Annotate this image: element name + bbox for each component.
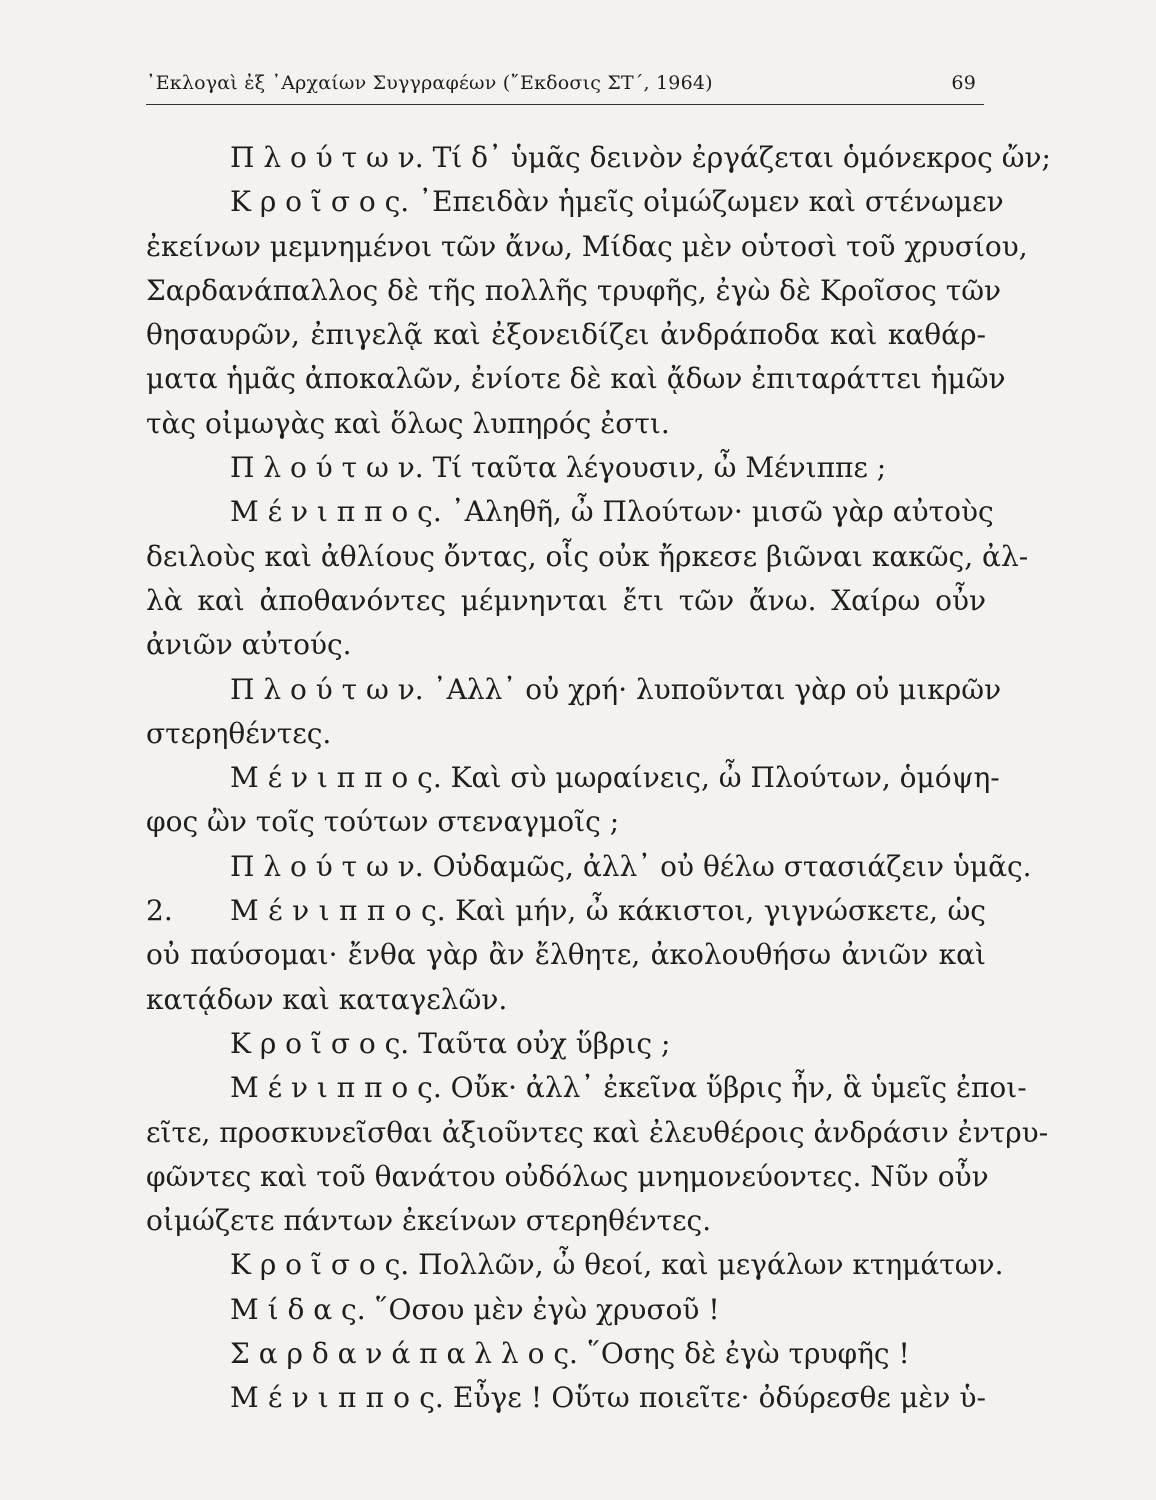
text-line: Σαρδανάπαλλος δὲ τῆς πολλῆς τρυφῆς, ἐγὼ δὲ Κροῖσος τῶν [146,273,1002,307]
running-header [146,70,986,104]
speaker-name: Π λ ο ύ τ ω ν. [230,451,424,485]
speaker-name: Π λ ο ύ τ ω ν. [230,849,424,883]
text-line: οἰμώζετε πάντων ἐκείνων στερηθέντες. [146,1204,712,1238]
speaker-name: Μ ί δ α ς. [230,1292,366,1326]
speaker-name: Μ έ ν ι π π ο ς. [230,1381,444,1415]
text-line: Σ α ρ δ α ν ά π α λ λ ο ς. ῞Οσης δὲ ἐγὼ τρυφῆς ! [230,1337,910,1371]
text-line: Μ έ ν ι π π ο ς. ᾿Αληθῆ, ὦ Πλούτων· μισῶ γὰρ αὐτοὺς [230,495,994,529]
text-line: Κ ρ ο ῖ σ ο ς. Πολλῶν, ὦ θεοί, καὶ μεγάλων κτημάτων. [230,1248,1004,1282]
text-line: 2. Μ έ ν ι π π ο ς. Καὶ μήν, ὦ κάκιστοι, γιγνώσκετε, ὡς [146,889,986,933]
speaker-name: Μ έ ν ι π π ο ς. [230,894,446,928]
speaker-name: Π λ ο ύ τ ω ν. [230,672,424,706]
text-line: Μ έ ν ι π π ο ς. Οὔκ· ἀλλ᾿ ἐκεῖνα ὕβρις ἦν, ἃ ὑμεῖς ἐποι- [230,1071,1027,1105]
speaker-name: Μ έ ν ι π π ο ς. [230,495,442,529]
text-line: Κ ρ ο ῖ σ ο ς. ᾿Επειδὰν ἡμεῖς οἰμώζωμεν καὶ στένωμεν [230,185,1004,219]
text-line: φῶντες καὶ τοῦ θανάτου οὐδόλως μνημονεύοντες. Νῦν οὖν [146,1159,989,1193]
text-line: λὰ καὶ ἀποθανόντες μέμνηνται ἔτι τῶν ἄνω. Χαίρω οὖν [146,583,986,617]
text-line: τὰς οἰμωγὰς καὶ ὅλως λυπηρός ἐστι. [146,406,670,440]
text-line: θησαυρῶν, ἐπιγελᾷ καὶ ἐξονειδίζει ἀνδράποδα καὶ καθάρ- [146,318,986,352]
text-line: οὐ παύσομαι· ἔνθα γὰρ ἂν ἔλθητε, ἀκολουθήσω ἀνιῶν καὶ [146,938,986,972]
speaker-name: Μ έ ν ι π π ο ς. [230,761,442,795]
speaker-name: Κ ρ ο ῖ σ ο ς. [230,185,410,219]
speaker-name: Π λ ο ύ τ ω ν. [230,141,424,174]
text-line: ἐκείνων μεμνημένοι τῶν ἄνω, Μίδας μὲν οὑτοσὶ τοῦ χρυσίου, [146,229,1028,263]
text-line: Π λ ο ύ τ ω ν. Τί δ᾿ ὑμᾶς δεινὸν ἐργάζεται ὁμόνεκρος ὤν; [230,141,1051,174]
text-line: ἀνιῶν αὐτούς. [146,628,352,662]
text-line: στερηθέντες. [146,716,332,750]
speaker-name: Κ ρ ο ῖ σ ο ς. [230,1248,410,1282]
speaker-name: Μ έ ν ι π π ο ς. [230,1071,442,1105]
speaker-name: Κ ρ ο ῖ σ ο ς. [230,1026,410,1060]
text-line: Μ έ ν ι π π ο ς. Εὖγε ! Οὕτω ποιεῖτε· ὀδύρεσθε μὲν ὑ- [230,1381,986,1415]
text-line: Κ ρ ο ῖ σ ο ς. Ταῦτα οὐχ ὕβρις ; [230,1026,671,1060]
text-line: Μ ί δ α ς. ῞Οσου μὲν ἐγὼ χρυσοῦ ! [230,1292,720,1326]
body-text [146,136,1051,1421]
text-line: εῖτε, προσκυνεῖσθαι ἀξιοῦντες καὶ ἐλευθέροις ἀνδράσιν ἐντρυ- [146,1115,1049,1149]
text-line: Π λ ο ύ τ ω ν. ᾿Αλλ᾿ οὐ χρή· λυποῦνται γὰρ οὐ μικρῶν [230,672,1002,706]
text-line: Π λ ο ύ τ ω ν. Οὐδαμῶς, ἀλλ᾿ οὐ θέλω στασιάζειν ὑμᾶς. [230,849,1032,883]
speaker-name: Σ α ρ δ α ν ά π α λ λ ο ς. [230,1337,578,1371]
page-number: 69 [951,72,976,94]
header-rule [146,104,984,105]
text-line: κατᾴδων καὶ καταγελῶν. [146,982,508,1016]
text-line: Μ έ ν ι π π ο ς. Καὶ σὺ μωραίνεις, ὦ Πλούτων, ὁμόψη- [230,761,1000,795]
text-line: ματα ἡμᾶς ἀποκαλῶν, ἐνίοτε δὲ καὶ ᾄδων ἐπιταράττει ἡμῶν [146,362,1006,396]
text-line: Π λ ο ύ τ ω ν. Τί ταῦτα λέγουσιν, ὦ Μένιππε ; [230,451,887,485]
text-line: φος ὢν τοῖς τούτων στεναγμοῖς ; [146,805,620,839]
section-number: 2. [146,894,173,928]
text-line: δειλοὺς καὶ ἀθλίους ὄντας, οἷς οὐκ ἤρκεσε βιῶναι κακῶς, ἀλ- [146,539,1029,573]
header-title: ᾿Εκλογαὶ ἐξ ᾿Αρχαίων Συγγραφέων (῎Εκδοσις ΣΤ΄, 1964) [146,72,713,94]
